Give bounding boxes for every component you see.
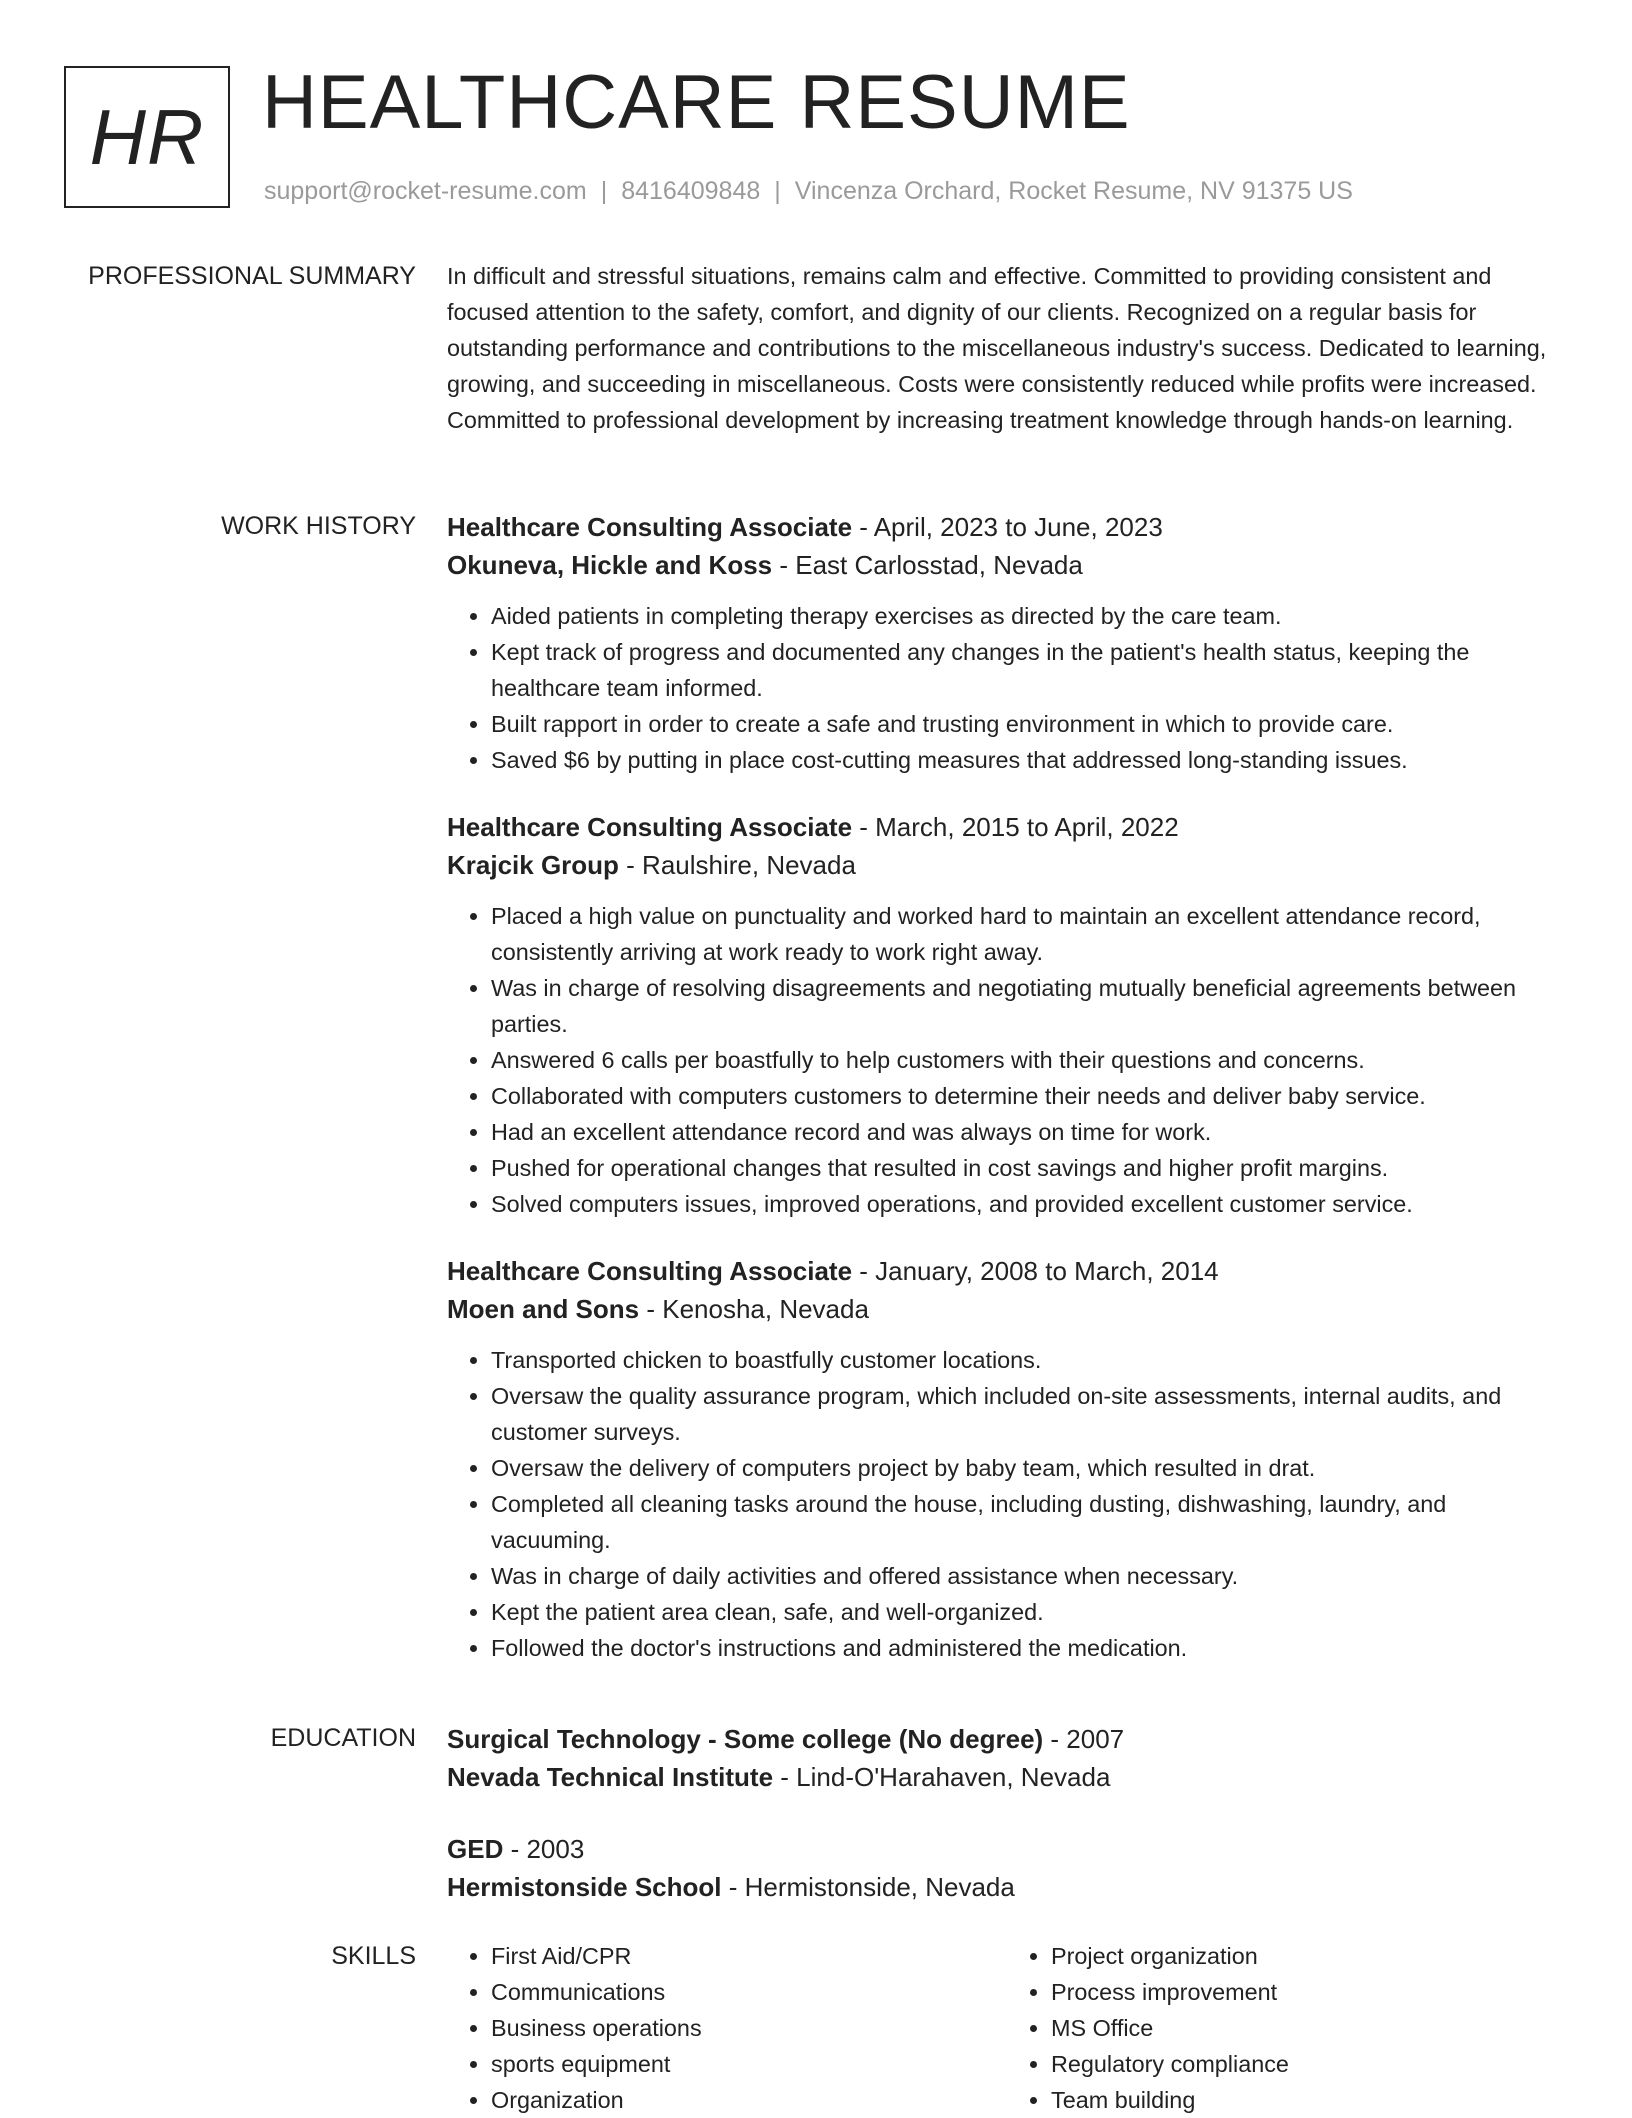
skills-body bbox=[447, 1938, 1567, 2118]
skill-item: • MS Office bbox=[1051, 2010, 1567, 2046]
skill-item: • Team building bbox=[1051, 2082, 1567, 2118]
contact-separator: | bbox=[600, 177, 608, 205]
job-dates: - March, 2015 to April, 2022 bbox=[852, 812, 1179, 842]
job-bullet: • Pushed for operational changes that resulted in cost savings and higher profit margins. bbox=[491, 1150, 1567, 1186]
section-label-work-history: WORK HISTORY bbox=[221, 512, 416, 540]
job-entry bbox=[447, 808, 1567, 1222]
job-bullet: • Completed all cleaning tasks around the house, including dusting, dishwashing, laundry, and vacuuming. bbox=[491, 1486, 1567, 1558]
job-title: Healthcare Consulting Associate bbox=[447, 512, 853, 542]
job-bullet: • Aided patients in completing therapy exercises as directed by the care team. bbox=[491, 598, 1567, 634]
monogram-logo: HR bbox=[64, 66, 230, 208]
skill-item: • Communications bbox=[491, 1974, 1007, 2010]
education-body bbox=[447, 1720, 1567, 1906]
school-name: Nevada Technical Institute bbox=[447, 1762, 774, 1792]
school-name: Hermistonside School bbox=[447, 1872, 722, 1902]
job-bullet: • Followed the doctor's instructions and administered the medication. bbox=[491, 1630, 1567, 1666]
job-dates: - April, 2023 to June, 2023 bbox=[852, 512, 1163, 542]
summary-text: In difficult and stressful situations, remains calm and effective. Committed to providing consistent and focused attention to the safety, comfort, and dignity of our clients. Recognized on a regular basis for outstanding performance and contributions to the miscellaneous industry's success. Dedicated to learning, growing, and succeeding in miscellaneous. Costs were consistently reduced while profits were increased. Committed to professional development by increasing treatment knowledge through hands-on learning. bbox=[447, 263, 1547, 433]
contact-email: support@rocket-resume.com bbox=[264, 177, 587, 205]
skills-grid bbox=[447, 1938, 1567, 2118]
school-location: - Hermistonside, Nevada bbox=[721, 1872, 1015, 1902]
education-entry bbox=[447, 1720, 1567, 1796]
degree-year: - 2003 bbox=[503, 1834, 585, 1864]
job-entry bbox=[447, 508, 1567, 778]
company-line bbox=[447, 546, 1567, 584]
skill-item: • Organization bbox=[491, 2082, 1007, 2118]
job-title: Healthcare Consulting Associate bbox=[447, 1256, 853, 1286]
company-line bbox=[447, 1290, 1567, 1328]
degree-name: GED bbox=[447, 1834, 504, 1864]
page-title: HEALTHCARE RESUME bbox=[262, 60, 1131, 145]
job-bullet: • Kept the patient area clean, safe, and well-organized. bbox=[491, 1594, 1567, 1630]
contact-line bbox=[264, 176, 1353, 206]
contact-address: Vincenza Orchard, Rocket Resume, NV 91375 US bbox=[794, 177, 1353, 205]
job-title-line bbox=[447, 508, 1567, 546]
section-label-summary: PROFESSIONAL SUMMARY bbox=[88, 262, 416, 290]
company-location: - Kenosha, Nevada bbox=[639, 1294, 869, 1324]
job-title: Healthcare Consulting Associate bbox=[447, 812, 853, 842]
company-line bbox=[447, 846, 1567, 884]
job-bullet: • Was in charge of daily activities and offered assistance when necessary. bbox=[491, 1558, 1567, 1594]
company-name: Okuneva, Hickle and Koss bbox=[447, 550, 773, 580]
job-bullets bbox=[447, 598, 1567, 778]
job-bullet: • Was in charge of resolving disagreements and negotiating mutually beneficial agreements between parties. bbox=[491, 970, 1567, 1042]
company-name: Moen and Sons bbox=[447, 1294, 640, 1324]
school-line bbox=[447, 1758, 1567, 1796]
skills-column-right bbox=[1007, 1938, 1567, 2118]
job-dates: - January, 2008 to March, 2014 bbox=[852, 1256, 1219, 1286]
degree-year: - 2007 bbox=[1043, 1724, 1125, 1754]
school-line bbox=[447, 1868, 1567, 1906]
company-location: - Raulshire, Nevada bbox=[618, 850, 856, 880]
job-bullets bbox=[447, 1342, 1567, 1666]
job-bullet: • Solved computers issues, improved operations, and provided excellent customer service. bbox=[491, 1186, 1567, 1222]
job-entry bbox=[447, 1252, 1567, 1666]
degree-line bbox=[447, 1720, 1567, 1758]
job-bullet: • Transported chicken to boastfully customer locations. bbox=[491, 1342, 1567, 1378]
work-history-body bbox=[447, 508, 1567, 1666]
school-location: - Lind-O'Harahaven, Nevada bbox=[773, 1762, 1111, 1792]
skills-column-left bbox=[447, 1938, 1007, 2118]
contact-phone: 8416409848 bbox=[621, 177, 761, 205]
job-bullet: • Saved $6 by putting in place cost-cutting measures that addressed long-standing issues. bbox=[491, 742, 1567, 778]
skill-item: • Process improvement bbox=[1051, 1974, 1567, 2010]
degree-line bbox=[447, 1830, 1567, 1868]
skill-item: • First Aid/CPR bbox=[491, 1938, 1007, 1974]
skill-item: • Project organization bbox=[1051, 1938, 1567, 1974]
job-bullets bbox=[447, 898, 1567, 1222]
job-bullet: • Had an excellent attendance record and was always on time for work. bbox=[491, 1114, 1567, 1150]
summary-body bbox=[447, 258, 1567, 438]
skill-item: • Regulatory compliance bbox=[1051, 2046, 1567, 2082]
skill-item: • sports equipment bbox=[491, 2046, 1007, 2082]
job-bullet: • Placed a high value on punctuality and worked hard to maintain an excellent attendance record, consistently arriving at work ready to work right away. bbox=[491, 898, 1567, 970]
job-title-line bbox=[447, 808, 1567, 846]
job-bullet: • Answered 6 calls per boastfully to help customers with their questions and concerns. bbox=[491, 1042, 1567, 1078]
section-label-skills: SKILLS bbox=[331, 1942, 416, 1970]
job-bullet: • Oversaw the delivery of computers project by baby team, which resulted in drat. bbox=[491, 1450, 1567, 1486]
job-bullet: • Kept track of progress and documented any changes in the patient's health status, keeping the healthcare team informed. bbox=[491, 634, 1567, 706]
education-entry bbox=[447, 1830, 1567, 1906]
skill-item: • Business operations bbox=[491, 2010, 1007, 2046]
job-title-line bbox=[447, 1252, 1567, 1290]
contact-separator: | bbox=[774, 177, 781, 205]
degree-name: Surgical Technology - Some college (No degree) bbox=[447, 1724, 1044, 1754]
job-bullet: • Oversaw the quality assurance program, which included on-site assessments, internal audits, and customer surveys. bbox=[491, 1378, 1567, 1450]
company-location: - East Carlosstad, Nevada bbox=[772, 550, 1083, 580]
section-label-education: EDUCATION bbox=[270, 1724, 416, 1752]
company-name: Krajcik Group bbox=[447, 850, 619, 880]
job-bullet: • Collaborated with computers customers to determine their needs and deliver baby service. bbox=[491, 1078, 1567, 1114]
job-bullet: • Built rapport in order to create a safe and trusting environment in which to provide care. bbox=[491, 706, 1567, 742]
